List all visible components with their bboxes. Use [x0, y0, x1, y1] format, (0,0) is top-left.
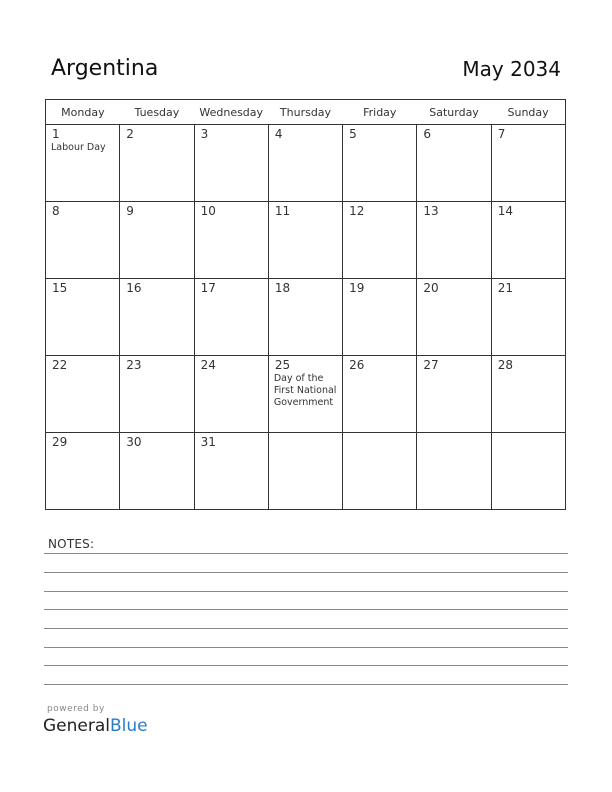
day-cell	[491, 356, 565, 433]
weekday-header: Saturday	[417, 100, 491, 125]
day-number: 19	[349, 281, 365, 295]
week-row	[46, 279, 566, 356]
note-line	[44, 628, 568, 629]
day-number: 3	[200, 127, 209, 141]
day-cell	[120, 279, 194, 356]
day-cell	[46, 279, 120, 356]
day-number: 14	[497, 204, 513, 218]
day-number: 22	[52, 358, 68, 372]
day-number: 17	[200, 281, 216, 295]
day-number: 2	[126, 127, 134, 141]
brand-logo[interactable]	[43, 716, 148, 736]
weekday-header: Thursday	[268, 100, 342, 125]
weekday-header: Friday	[343, 100, 417, 125]
day-number: 29	[52, 435, 68, 449]
day-number: 4	[274, 127, 283, 141]
day-number: 9	[126, 204, 134, 218]
brand-name-blue: Blue	[110, 716, 148, 736]
holiday-label: Labour Day	[51, 142, 106, 153]
day-cell	[491, 125, 565, 202]
day-cell	[343, 433, 417, 510]
day-cell	[268, 125, 342, 202]
day-cell	[417, 279, 491, 356]
day-cell	[194, 433, 268, 510]
day-cell	[120, 125, 194, 202]
day-number: 8	[52, 204, 60, 218]
note-line	[44, 609, 568, 610]
day-number: 31	[200, 435, 216, 449]
day-number: 15	[52, 281, 68, 295]
day-cell	[417, 125, 491, 202]
day-cell	[417, 433, 491, 510]
weekday-header: Tuesday	[120, 100, 194, 125]
note-line	[44, 684, 568, 685]
day-number: 25	[274, 358, 291, 372]
day-cell	[343, 279, 417, 356]
week-row	[46, 202, 566, 279]
day-cell	[343, 356, 417, 433]
day-cell	[194, 279, 268, 356]
day-cell	[268, 279, 342, 356]
weekday-header: Monday	[46, 100, 120, 125]
holiday-label: Day of the First National Government	[273, 373, 337, 408]
day-cell	[268, 202, 342, 279]
day-cell	[194, 125, 268, 202]
country-title: Argentina	[51, 56, 159, 81]
day-number: 26	[349, 358, 365, 372]
day-number: 16	[126, 281, 142, 295]
day-cell	[491, 433, 565, 510]
day-number: 11	[274, 204, 291, 218]
day-cell	[120, 202, 194, 279]
day-number: 27	[423, 358, 439, 372]
note-line	[44, 553, 568, 554]
day-number: 13	[423, 204, 439, 218]
day-cell	[491, 202, 565, 279]
day-cell	[194, 356, 268, 433]
day-cell	[343, 125, 417, 202]
note-line	[44, 665, 568, 666]
brand-name-general: General	[43, 716, 110, 736]
day-cell	[46, 125, 120, 202]
day-number: 12	[349, 204, 365, 218]
day-number: 21	[497, 281, 513, 295]
week-row	[46, 125, 566, 202]
day-cell	[417, 202, 491, 279]
week-row	[46, 356, 566, 433]
powered-by-text: powered by	[47, 704, 105, 714]
day-cell	[46, 433, 120, 510]
day-number: 28	[497, 358, 513, 372]
day-number: 20	[423, 281, 439, 295]
day-number: 18	[274, 281, 291, 295]
calendar-grid	[45, 99, 566, 510]
week-row	[46, 433, 566, 510]
day-cell	[120, 356, 194, 433]
day-number: 23	[126, 358, 142, 372]
note-line	[44, 647, 568, 648]
day-number: 5	[349, 127, 357, 141]
day-number: 6	[423, 127, 432, 141]
notes-label: NOTES:	[48, 537, 95, 551]
note-line	[44, 591, 568, 592]
day-number: 1	[52, 127, 60, 141]
weekday-header: Sunday	[491, 100, 565, 125]
note-line	[44, 572, 568, 573]
day-cell	[417, 356, 491, 433]
month-year-title: May 2034	[462, 57, 561, 81]
day-cell	[46, 202, 120, 279]
day-cell	[120, 433, 194, 510]
day-cell	[491, 279, 565, 356]
day-cell	[343, 202, 417, 279]
day-cell	[194, 202, 268, 279]
day-number: 24	[200, 358, 216, 372]
weekday-header-row	[46, 100, 566, 125]
day-number: 30	[126, 435, 142, 449]
day-number: 7	[497, 127, 506, 141]
day-cell	[268, 356, 342, 433]
weekday-header: Wednesday	[194, 100, 268, 125]
day-cell	[46, 356, 120, 433]
day-number: 10	[200, 204, 216, 218]
day-cell	[268, 433, 342, 510]
